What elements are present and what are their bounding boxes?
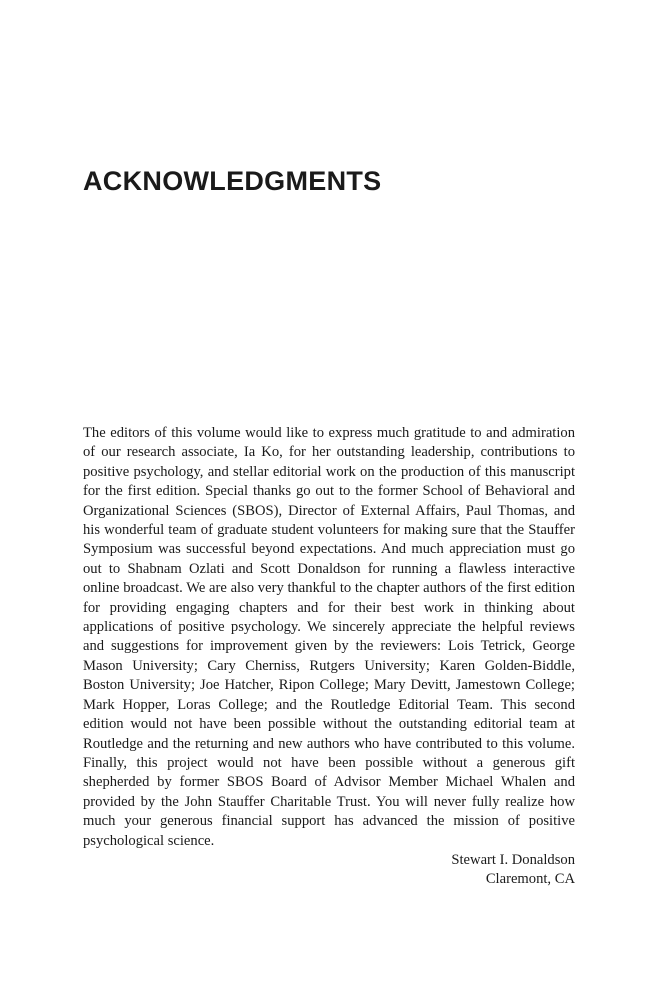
signature-location: Claremont, CA: [485, 871, 575, 888]
signature-name: Stewart I. Donaldson: [451, 852, 575, 868]
signature-block: [451, 851, 575, 890]
acknowledgments-paragraph: The editors of this volume would like to express much gratitude to and admiration of our research associate, Ia Ko, for her outstanding leadership, contributions to positive psychology, and stellar editorial work on the production of this manuscript for the first edition. Special thanks go out to the former School of Behavioral and Organizational Sciences (SBOS), Director of External Affairs, Paul Thomas, and his wonderful team of graduate student volunteers for making sure that the Stauffer Symposium was successful beyond expectations. And much appreciation must go out to Shabnam Ozlati and Scott Donaldson for running a flawless interactive online broadcast. We are also very thankful to the chapter authors of the first edition for providing engaging chapters and for their best work in thinking about applications of positive psychology. We sincerely appreciate the helpful reviews and suggestions for improvement given by the reviewers: Lois Tetrick, George Mason University; Cary Cherniss, Rutgers University; Karen Golden-Biddle, Boston University; Joe Hatcher, Ripon College; Mary Devitt, Jamestown College; Mark Hopper, Loras College; and the Routledge Editorial Team. This second edition would not have been possible without the outstanding editorial team at Routledge and the returning and new authors who have contributed to this volume. Finally, this project would not have been possible without a generous gift shepherded by former SBOS Board of Advisor Member Michael Whalen and provided by the John Stauffer Charitable Trust. You will never fully realize how much your generous financial support has advanced the mission of positive psychological science.: [83, 425, 575, 849]
page-title: ACKNOWLEDGMENTS: [83, 166, 382, 196]
